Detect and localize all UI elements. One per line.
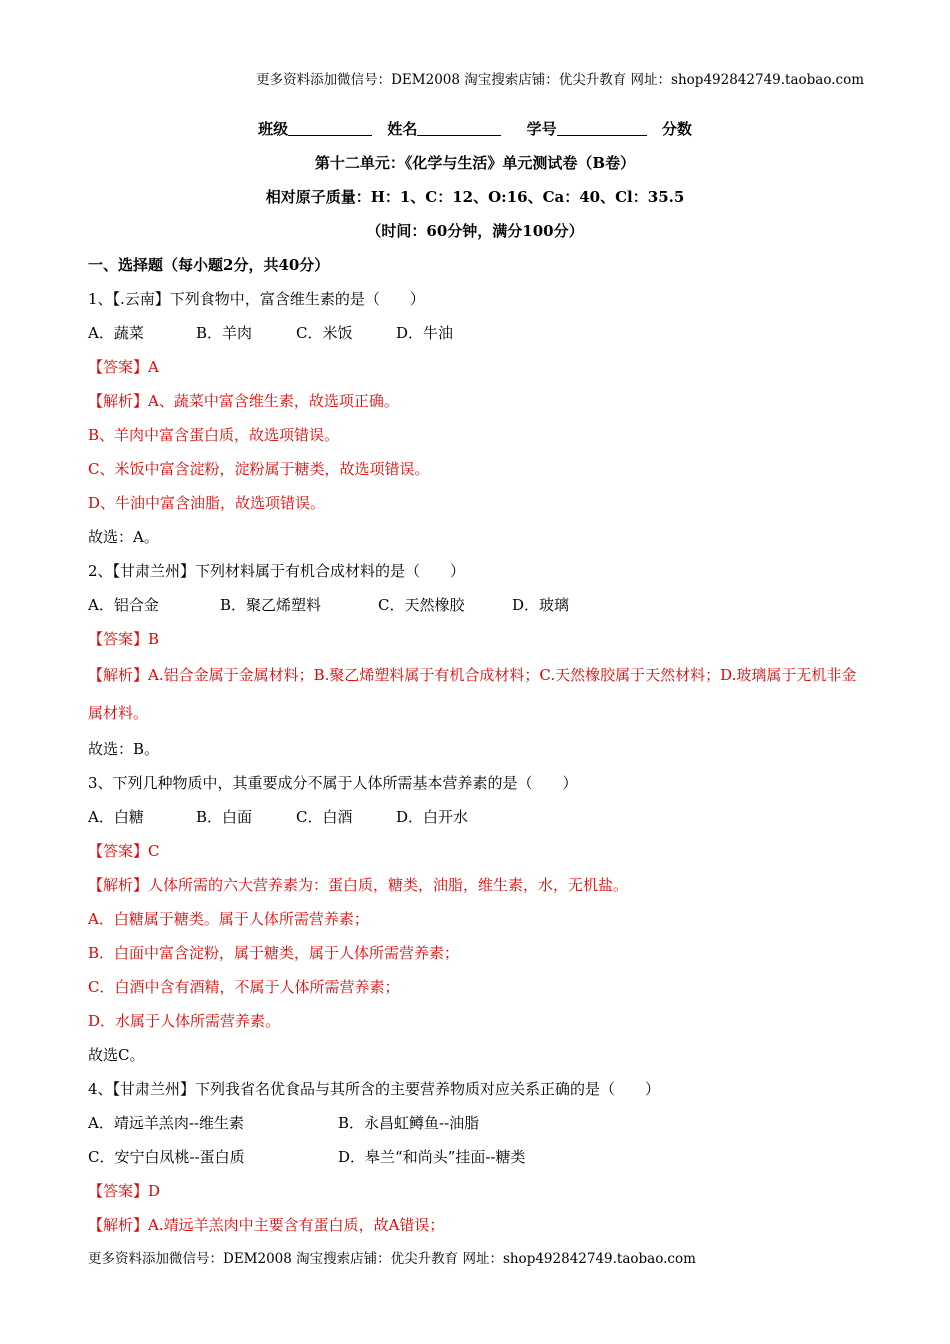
question-4-options-row-2 — [88, 1140, 862, 1174]
option-a: A．铝合金 — [88, 596, 159, 614]
question-1-analysis: 【解析】A、蔬菜中富含维生素，故选项正确。 — [88, 392, 399, 410]
option-b: B．羊肉 — [196, 324, 253, 342]
question-2-stem: 2、【甘肃兰州】下列材料属于有机合成材料的是（ ） — [88, 562, 466, 580]
question-2-conclusion: 故选：B。 — [88, 740, 160, 758]
option-d: D．玻璃 — [512, 596, 570, 614]
option-c: C．米饭 — [296, 324, 353, 342]
question-4-analysis: 【解析】A.靖远羊羔肉中主要含有蛋白质，故A错误； — [88, 1216, 445, 1234]
question-4-options-row-1 — [88, 1106, 862, 1140]
header-note: 更多资料添加微信号：DEM2008 淘宝搜索店铺：优尖升教育 网址：shop492842749.taobao.com — [256, 72, 864, 88]
footer-note: 更多资料添加微信号：DEM2008 淘宝搜索店铺：优尖升教育 网址：shop492842749.taobao.com — [88, 1251, 696, 1267]
id-blank — [557, 119, 647, 136]
question-2-answer: 【答案】B — [88, 630, 160, 648]
question-3-analysis: 【解析】人体所需的六大营养素为：蛋白质，糖类，油脂，维生素，水，无机盐。 — [88, 876, 629, 894]
question-1-analysis: B、羊肉中富含蛋白质，故选项错误。 — [88, 426, 340, 444]
question-3-conclusion: 故选C。 — [88, 1046, 145, 1064]
option-b: B．聚乙烯塑料 — [220, 596, 322, 614]
name-blank — [417, 119, 501, 136]
student-info-row — [88, 112, 862, 146]
time-info: （时间：60分钟，满分100分） — [366, 222, 584, 240]
question-4-answer: 【答案】D — [88, 1182, 161, 1200]
option-a: A．蔬菜 — [88, 324, 144, 342]
option-b: B．永昌虹鳟鱼--油脂 — [338, 1114, 480, 1132]
option-c: C．安宁白凤桃--蛋白质 — [88, 1148, 245, 1166]
option-d: D．皋兰“和尚头”挂面--糖类 — [338, 1148, 526, 1166]
atomic-mass-note: 相对原子质量：H：1、C：12、O:16、Ca：40、Cl：35.5 — [265, 188, 685, 206]
score-label: 分数 — [661, 120, 692, 138]
section-heading: 一、选择题（每小题2分，共40分） — [88, 256, 330, 274]
question-1-options — [88, 316, 862, 350]
question-3-analysis: D．水属于人体所需营养素。 — [88, 1012, 281, 1030]
question-2-analysis: 【解析】A.铝合金属于金属材料；B.聚乙烯塑料属于有机合成材料；C.天然橡胶属于天然材料；D.玻璃属于无机非金属材料。 — [88, 666, 857, 722]
question-1-conclusion: 故选：A。 — [88, 528, 159, 546]
option-d: D．牛油 — [396, 324, 454, 342]
question-3-stem: 3、下列几种物质中，其重要成分不属于人体所需基本营养素的是（ ） — [88, 774, 578, 792]
exam-content — [88, 112, 862, 1242]
option-c: C．白酒 — [296, 808, 353, 826]
question-3-options — [88, 800, 862, 834]
question-1-analysis: D、牛油中富含油脂，故选项错误。 — [88, 494, 326, 512]
name-label: 姓名 — [387, 120, 418, 138]
option-a: A．白糖 — [88, 808, 144, 826]
class-label: 班级 — [258, 120, 289, 138]
option-d: D．白开水 — [396, 808, 469, 826]
question-2-options — [88, 588, 862, 622]
question-1-answer: 【答案】A — [88, 358, 159, 376]
question-4-stem: 4、【甘肃兰州】下列我省名优食品与其所含的主要营养物质对应关系正确的是（ ） — [88, 1080, 661, 1098]
question-3-analysis: A．白糖属于糖类。属于人体所需营养素； — [88, 910, 369, 928]
option-a: A．靖远羊羔肉--维生素 — [88, 1114, 244, 1132]
question-1-analysis: C、米饭中富含淀粉，淀粉属于糖类，故选项错误。 — [88, 460, 430, 478]
question-3-answer: 【答案】C — [88, 842, 160, 860]
question-1-stem: 1、【.云南】下列食物中，富含维生素的是（ ） — [88, 290, 425, 308]
question-3-analysis: B．白面中富含淀粉，属于糖类，属于人体所需营养素； — [88, 944, 460, 962]
question-3-analysis: C．白酒中含有酒精，不属于人体所需营养素； — [88, 978, 400, 996]
class-blank — [288, 119, 372, 136]
option-c: C．天然橡胶 — [378, 596, 465, 614]
option-b: B．白面 — [196, 808, 253, 826]
page-title: 第十二单元：《化学与生活》单元测试卷（B卷） — [314, 154, 636, 172]
id-label: 学号 — [526, 120, 557, 138]
